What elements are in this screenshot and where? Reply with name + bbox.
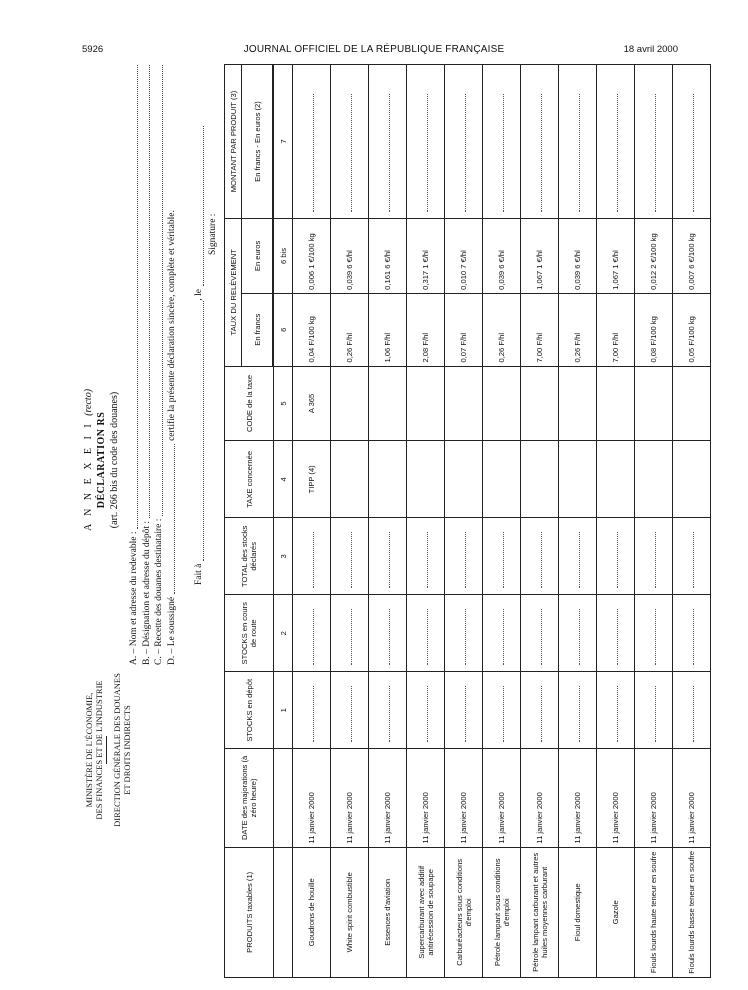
taux-francs-cell [673, 293, 711, 366]
product-cell [331, 847, 369, 977]
montant-input[interactable] [293, 65, 331, 219]
col-number: 7 [274, 65, 293, 219]
col-number: 5 [274, 366, 293, 441]
dotted-entry-line [383, 94, 390, 212]
dotted-entry-line [535, 609, 542, 665]
product-cell-text: Fioul domestique [573, 883, 582, 942]
taux-francs-cell [407, 293, 445, 366]
dotted-entry-line [345, 532, 352, 588]
stocks-route-input[interactable] [521, 595, 559, 672]
col-number: 2 [274, 595, 293, 672]
declaration-table [224, 64, 711, 978]
header-taxe: TAXE concernée [225, 441, 274, 518]
stocks-route-input[interactable] [559, 595, 597, 672]
stocks-route-input[interactable] [293, 595, 331, 672]
taux-francs-cell-text: 0,08 F/100 kg [649, 316, 658, 363]
taxe-cell [369, 441, 407, 518]
date-cell [293, 749, 331, 847]
stocks-depot-input[interactable] [673, 672, 711, 749]
total-input[interactable] [597, 518, 635, 595]
product-cell-text: Fiouls lourds haute teneur en soufre [649, 851, 658, 974]
header-code: CODE de la taxe [225, 366, 274, 441]
date-cell-text: 11 janvier 2000 [687, 792, 696, 844]
stocks-depot-input[interactable] [369, 672, 407, 749]
dotted-entry-line [611, 609, 618, 665]
stocks-route-input[interactable] [673, 595, 711, 672]
direction-line1: DIRECTION GÉNÉRALE DES DOUANES [112, 673, 122, 827]
date-cell-text: 11 janvier 2000 [649, 792, 658, 844]
taux-francs-cell [445, 293, 483, 366]
product-cell [559, 847, 597, 977]
date-cell-text: 11 janvier 2000 [459, 792, 468, 844]
table-row [331, 65, 369, 978]
stocks-route-input[interactable] [635, 595, 673, 672]
product-cell [673, 847, 711, 977]
date-cell [483, 749, 521, 847]
dotted-entry-line [421, 94, 428, 212]
dotted-entry-line [611, 94, 618, 212]
taux-francs-cell [293, 293, 331, 366]
taxe-cell [597, 441, 635, 518]
stocks-depot-input[interactable] [293, 672, 331, 749]
total-input[interactable] [369, 518, 407, 595]
taxe-cell [445, 441, 483, 518]
taxe-cell [407, 441, 445, 518]
product-cell [293, 847, 331, 977]
certification-text: certifie la présente déclaration sincère, complète et véritable. [166, 210, 177, 441]
total-input[interactable] [635, 518, 673, 595]
dotted-entry-line [421, 609, 428, 665]
dotted-entry-line [611, 532, 618, 588]
date-cell [635, 749, 673, 847]
taux-euros-cell [597, 219, 635, 294]
taux-francs-cell-text: 0,04 F/100 kg [307, 316, 316, 363]
montant-input[interactable] [483, 65, 521, 219]
table-body [293, 65, 711, 978]
total-input[interactable] [445, 518, 483, 595]
col-number: 3 [274, 518, 293, 595]
dotted-entry-line [497, 532, 504, 588]
code-cell [369, 366, 407, 441]
taxe-cell [673, 441, 711, 518]
montant-input[interactable] [331, 65, 369, 219]
date-cell-text: 11 janvier 2000 [421, 792, 430, 844]
dotted-entry-line [307, 532, 314, 588]
fait-label: Fait à [194, 563, 204, 585]
taux-euros-cell [635, 219, 673, 294]
ministry-line1: MINISTÈRE DE L'ÉCONOMIE, [84, 692, 94, 808]
dotted-entry-line [345, 686, 352, 742]
stocks-route-input[interactable] [331, 595, 369, 672]
header-stocks-depot: STOCKS en dépôt [225, 672, 274, 749]
taxe-cell [331, 441, 369, 518]
product-cell [483, 847, 521, 977]
stocks-route-input[interactable] [445, 595, 483, 672]
table-row [445, 65, 483, 978]
dotted-entry-line [687, 532, 694, 588]
stocks-depot-input[interactable] [483, 672, 521, 749]
taux-euros-cell-text: 1,067 1 €/hl [535, 250, 544, 290]
code-cell [483, 366, 521, 441]
date-cell [407, 749, 445, 847]
product-cell-text: Carburéacteurs sous conditions d'emploi [454, 858, 473, 966]
taxe-cell [521, 441, 559, 518]
code-cell [521, 366, 559, 441]
taxe-cell [483, 441, 521, 518]
dotted-entry-line [611, 686, 618, 742]
fait-line [194, 105, 204, 585]
code-cell [331, 366, 369, 441]
taux-francs-cell-text: 0,26 F/hl [345, 332, 354, 363]
dotted-entry-line [345, 609, 352, 665]
taux-euros-cell-text: 0,012 2 €/100 kg [649, 233, 658, 290]
stocks-depot-input[interactable] [331, 672, 369, 749]
taxe-cell [559, 441, 597, 518]
product-cell-text: Supercarburant avec additif antirécession de soupape [416, 865, 435, 959]
field-a[interactable]: A. – Nom et adresse du redevable : [128, 65, 141, 665]
product-cell-text: Pétrole lampant sous conditions d'emploi [492, 858, 511, 967]
stocks-depot-input[interactable] [521, 672, 559, 749]
dotted-entry-line [535, 94, 542, 212]
taux-euros-cell-text: 0,010 7 €/hl [459, 250, 468, 290]
taux-euros-cell [369, 219, 407, 294]
dotted-entry-line [307, 94, 314, 212]
header-taux-euros: En euros [242, 219, 273, 294]
taux-euros-cell-text: 0,317 1 €/hl [421, 250, 430, 290]
dotted-entry-line [649, 686, 656, 742]
dotted-entry-line [459, 94, 466, 212]
date-cell [445, 749, 483, 847]
code-cell [293, 366, 331, 441]
date-cell [369, 749, 407, 847]
direction-block [112, 665, 132, 835]
dotted-entry-line [345, 94, 352, 212]
date-cell [673, 749, 711, 847]
taux-euros-cell-text: 0,039 6 €/hl [573, 250, 582, 290]
stocks-depot-input[interactable] [445, 672, 483, 749]
header-date: DATE des majorations (à zéro heure) [225, 749, 274, 847]
table-row [559, 65, 597, 978]
dotted-entry-line [307, 686, 314, 742]
dotted-entry-line [687, 686, 694, 742]
product-cell-text: Goudrons de houille [307, 878, 316, 947]
dotted-entry-line [421, 686, 428, 742]
dotted-entry-line [459, 686, 466, 742]
date-cell-text: 11 janvier 2000 [573, 792, 582, 844]
taux-francs-cell [521, 293, 559, 366]
table-row [673, 65, 711, 978]
code-cell-text: A 365 [307, 393, 316, 414]
date-cell-text: 11 janvier 2000 [383, 792, 392, 844]
dotted-entry-line [649, 94, 656, 212]
taux-euros-cell-text: 0,039 6 €/hl [345, 250, 354, 290]
annex-title: A N N E X E I I [83, 421, 94, 532]
page-number: 5926 [82, 44, 104, 55]
header-taux: TAUX DU RELÈVEMENT [225, 219, 242, 367]
montant-input[interactable] [369, 65, 407, 219]
product-cell [445, 847, 483, 977]
annex-subtitle: DÉCLARATION RS [96, 411, 107, 509]
code-cell [635, 366, 673, 441]
le-label: , le [194, 289, 204, 301]
dotted-entry-line [573, 94, 580, 212]
taux-francs-cell [369, 293, 407, 366]
total-input[interactable] [293, 518, 331, 595]
table-row [483, 65, 521, 978]
header-total: TOTAL des stocks déclarés [225, 518, 274, 595]
date-cell [559, 749, 597, 847]
dotted-entry-line [459, 609, 466, 665]
field-d[interactable]: D. – Le soussigné certifie la présente déclaration sincère, complète et véritable. [166, 210, 177, 665]
taux-francs-cell [597, 293, 635, 366]
stocks-route-input[interactable] [407, 595, 445, 672]
taux-francs-cell-text: 2,08 F/hl [421, 332, 430, 363]
total-input[interactable] [673, 518, 711, 595]
header-taux-francs: En francs [242, 293, 273, 366]
product-cell [635, 847, 673, 977]
product-cell-text: Fiouls lourds basse teneur en soufre [687, 850, 696, 974]
table-row [407, 65, 445, 978]
stocks-route-input[interactable] [597, 595, 635, 672]
stocks-route-input[interactable] [483, 595, 521, 672]
dotted-entry-line [573, 532, 580, 588]
taux-euros-cell-text: 0,006 1 €/100 kg [307, 233, 316, 290]
ministry-line2: DES FINANCES ET DE L'INDUSTRIE [94, 680, 104, 820]
total-input[interactable] [407, 518, 445, 595]
date-cell-text: 11 janvier 2000 [345, 792, 354, 844]
annex-reference: (art. 266 bis du code des douanes) [109, 391, 120, 529]
field-b[interactable]: B. – Désignation et adresse du dépôt : [141, 65, 154, 665]
taux-euros-cell [521, 219, 559, 294]
product-cell [369, 847, 407, 977]
ministry-rule [106, 736, 107, 764]
date-cell-text: 11 janvier 2000 [611, 792, 620, 844]
col-number: 6 [274, 293, 293, 366]
taux-francs-cell-text: 1,06 F/hl [383, 332, 392, 363]
dotted-entry-line [383, 532, 390, 588]
montant-input[interactable] [445, 65, 483, 219]
taux-francs-cell [635, 293, 673, 366]
dotted-entry-line [649, 609, 656, 665]
product-cell-text: Essences d'aviation [383, 878, 392, 946]
taux-francs-cell [331, 293, 369, 366]
product-cell [521, 847, 559, 977]
montant-input[interactable] [521, 65, 559, 219]
taux-francs-cell [483, 293, 521, 366]
col-number: 4 [274, 441, 293, 518]
taux-euros-cell [559, 219, 597, 294]
header-produits: PRODUITS taxables (1) [225, 847, 274, 977]
dotted-entry-line [535, 686, 542, 742]
total-input[interactable] [483, 518, 521, 595]
fait-place-field[interactable] [194, 301, 204, 561]
taux-francs-cell-text: 0,07 F/hl [459, 332, 468, 363]
taxe-cell [293, 441, 331, 518]
dotted-entry-line [307, 609, 314, 665]
taux-francs-cell-text: 7,00 F/hl [611, 332, 620, 363]
date-cell-text: 11 janvier 2000 [307, 792, 316, 844]
montant-input[interactable] [407, 65, 445, 219]
header-montant-sub: En francs - En euros (2) [242, 65, 273, 219]
table-row [521, 65, 559, 978]
montant-input[interactable] [559, 65, 597, 219]
date-cell-text: 11 janvier 2000 [497, 792, 506, 844]
product-cell [597, 847, 635, 977]
taxe-cell [635, 441, 673, 518]
journal-title: JOURNAL OFFICIEL DE LA RÉPUBLIQUE FRANÇAISE [243, 44, 505, 55]
taux-euros-cell [673, 219, 711, 294]
taux-francs-cell-text: 0,26 F/hl [573, 332, 582, 363]
dotted-entry-line [649, 532, 656, 588]
table-row [293, 65, 331, 978]
montant-input[interactable] [597, 65, 635, 219]
taux-euros-cell-text: 0,039 6 €/hl [497, 250, 506, 290]
product-cell [407, 847, 445, 977]
rotated-form [82, 65, 696, 980]
date-cell [331, 749, 369, 847]
declaration-fields [128, 65, 178, 665]
field-c[interactable]: C. – Recette des douanes destinataire : [153, 65, 166, 665]
dotted-entry-line [687, 94, 694, 212]
dotted-entry-line [535, 532, 542, 588]
taux-euros-cell-text: 1,067 1 €/hl [611, 250, 620, 290]
stocks-depot-input[interactable] [635, 672, 673, 749]
taux-euros-cell [331, 219, 369, 294]
stocks-depot-input[interactable] [559, 672, 597, 749]
dotted-entry-line [497, 94, 504, 212]
total-input[interactable] [331, 518, 369, 595]
taxe-cell-text: TIPP (4) [307, 465, 316, 494]
taux-francs-cell-text: 0,26 F/hl [497, 332, 506, 363]
ministry-block [84, 665, 109, 835]
taux-euros-cell [483, 219, 521, 294]
stocks-depot-input[interactable] [597, 672, 635, 749]
taux-euros-cell-text: 0,161 6 €/hl [383, 250, 392, 290]
col-number: 6 bis [274, 219, 293, 294]
annex-heading [82, 260, 121, 660]
taux-euros-cell [445, 219, 483, 294]
table-row [597, 65, 635, 978]
dotted-entry-line [421, 532, 428, 588]
code-cell [673, 366, 711, 441]
product-cell-text: Pétrole lampant carburant et autres huiles moyennes carburant [530, 852, 549, 972]
dotted-entry-line [497, 609, 504, 665]
publication-date: 18 avril 2000 [623, 44, 678, 55]
fait-date-field[interactable] [194, 126, 204, 286]
montant-input[interactable] [673, 65, 711, 219]
date-cell [597, 749, 635, 847]
direction-line2: ET DROITS INDIRECTS [122, 705, 132, 795]
montant-input[interactable] [635, 65, 673, 219]
signature-label: Signature : [208, 213, 218, 255]
column-number-row [274, 65, 293, 978]
col-number: 1 [274, 672, 293, 749]
code-cell [559, 366, 597, 441]
header-montant: MONTANT PAR PRODUIT (3) [225, 65, 242, 219]
table-row [635, 65, 673, 978]
dotted-entry-line [497, 686, 504, 742]
product-cell-text: Gazole [611, 900, 620, 925]
header-stocks-route: STOCKS en cours de route [225, 595, 274, 672]
dotted-entry-line [459, 532, 466, 588]
taux-francs-cell [559, 293, 597, 366]
date-cell [521, 749, 559, 847]
code-cell [407, 366, 445, 441]
dotted-entry-line [573, 609, 580, 665]
total-input[interactable] [559, 518, 597, 595]
dotted-entry-line [687, 609, 694, 665]
dotted-entry-line [573, 686, 580, 742]
annex-title-suffix: (recto) [83, 388, 94, 416]
dotted-entry-line [383, 609, 390, 665]
taux-francs-cell-text: 0,05 F/100 kg [687, 316, 696, 363]
date-cell-text: 11 janvier 2000 [535, 792, 544, 844]
stocks-depot-input[interactable] [407, 672, 445, 749]
taux-francs-cell-text: 7,00 F/hl [535, 332, 544, 363]
stocks-route-input[interactable] [369, 595, 407, 672]
code-cell [597, 366, 635, 441]
product-cell-text: White spirit combustible [345, 872, 354, 953]
total-input[interactable] [521, 518, 559, 595]
dotted-entry-line [383, 686, 390, 742]
taux-euros-cell [293, 219, 331, 294]
taux-euros-cell [407, 219, 445, 294]
taux-euros-cell-text: 0,007 6 €/100 kg [687, 233, 696, 290]
code-cell [445, 366, 483, 441]
table-row [369, 65, 407, 978]
